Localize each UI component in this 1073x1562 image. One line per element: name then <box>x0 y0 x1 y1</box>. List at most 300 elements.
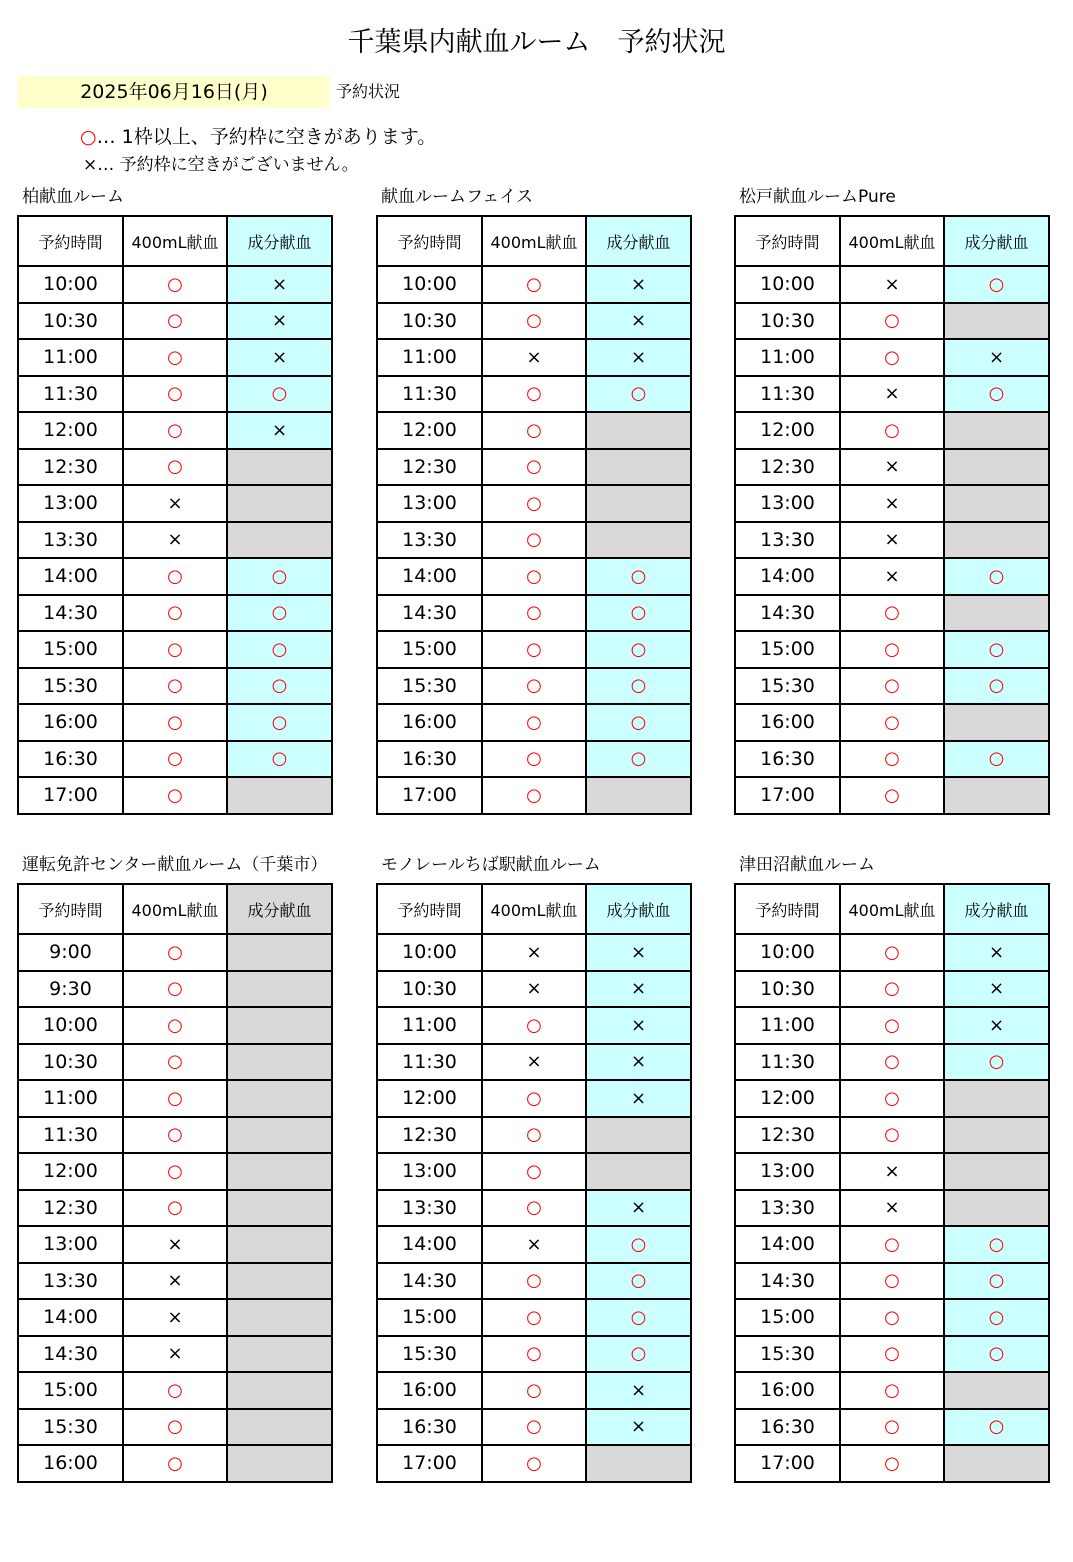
time-cell: 14:30 <box>735 595 840 632</box>
whole-blood-400ml-status: ○ <box>840 704 944 741</box>
header-component-donation: 成分献血 <box>586 216 691 266</box>
component-status: × <box>586 339 691 376</box>
time-cell: 14:30 <box>377 1263 482 1300</box>
whole-blood-400ml-status: ○ <box>482 522 586 559</box>
whole-blood-400ml-status: ○ <box>840 1080 944 1117</box>
whole-blood-400ml-status: ○ <box>840 934 944 971</box>
component-status: × <box>586 1007 691 1044</box>
table-row <box>735 376 1049 413</box>
whole-blood-400ml-status: ○ <box>123 1080 227 1117</box>
table-header-row <box>735 216 1049 266</box>
time-cell: 16:00 <box>18 1445 123 1482</box>
time-cell: 11:30 <box>377 1044 482 1081</box>
table-row <box>377 741 691 778</box>
table-row <box>377 1044 691 1081</box>
time-cell: 11:00 <box>377 339 482 376</box>
whole-blood-400ml-status: ○ <box>123 741 227 778</box>
header-400ml-donation: 400mL献血 <box>123 216 227 266</box>
table-row <box>18 704 332 741</box>
time-cell: 11:30 <box>18 376 123 413</box>
whole-blood-400ml-status: ○ <box>123 376 227 413</box>
component-status <box>227 485 332 522</box>
component-status <box>944 1190 1049 1227</box>
whole-blood-400ml-status: × <box>123 1336 227 1373</box>
component-status <box>944 777 1049 814</box>
table-row <box>377 449 691 486</box>
time-cell: 14:00 <box>377 1226 482 1263</box>
time-cell: 10:00 <box>377 934 482 971</box>
whole-blood-400ml-status: ○ <box>482 485 586 522</box>
component-status: ○ <box>586 1263 691 1300</box>
table-row <box>18 1007 332 1044</box>
whole-blood-400ml-status: ○ <box>840 303 944 340</box>
whole-blood-400ml-status: ○ <box>840 1372 944 1409</box>
component-status <box>227 1299 332 1336</box>
table-row <box>18 449 332 486</box>
time-cell: 12:30 <box>18 449 123 486</box>
table-row <box>377 558 691 595</box>
component-status: ○ <box>586 631 691 668</box>
header-400ml-donation: 400mL献血 <box>840 216 944 266</box>
whole-blood-400ml-status: ○ <box>482 1372 586 1409</box>
time-cell: 13:30 <box>735 1190 840 1227</box>
reservation-table <box>734 215 1050 815</box>
time-cell: 11:30 <box>735 376 840 413</box>
table-row <box>377 412 691 449</box>
whole-blood-400ml-status: ○ <box>840 1409 944 1446</box>
reservation-table <box>17 215 333 815</box>
whole-blood-400ml-status: ○ <box>482 449 586 486</box>
component-status <box>944 1117 1049 1154</box>
component-status: × <box>586 1044 691 1081</box>
whole-blood-400ml-status: × <box>482 934 586 971</box>
whole-blood-400ml-status: × <box>123 485 227 522</box>
time-cell: 10:00 <box>735 266 840 303</box>
table-header-row <box>18 884 332 934</box>
time-cell: 12:30 <box>735 1117 840 1154</box>
time-cell: 17:00 <box>735 1445 840 1482</box>
whole-blood-400ml-status: ○ <box>482 1299 586 1336</box>
whole-blood-400ml-status: ○ <box>840 1336 944 1373</box>
table-row <box>377 485 691 522</box>
table-row <box>18 339 332 376</box>
time-cell: 11:30 <box>18 1117 123 1154</box>
component-status <box>227 1080 332 1117</box>
table-row <box>18 1190 332 1227</box>
time-cell: 10:00 <box>18 266 123 303</box>
table-row <box>377 303 691 340</box>
time-cell: 13:30 <box>377 1190 482 1227</box>
time-cell: 12:00 <box>18 1153 123 1190</box>
component-status <box>944 449 1049 486</box>
time-cell: 16:30 <box>735 741 840 778</box>
header-component-donation: 成分献血 <box>944 884 1049 934</box>
table-row <box>18 595 332 632</box>
time-cell: 17:00 <box>18 777 123 814</box>
time-cell: 17:00 <box>377 777 482 814</box>
time-cell: 11:00 <box>735 1007 840 1044</box>
component-status <box>227 1372 332 1409</box>
table-row <box>18 1080 332 1117</box>
header-400ml-donation: 400mL献血 <box>482 884 586 934</box>
time-cell: 13:30 <box>18 1263 123 1300</box>
time-cell: 11:30 <box>735 1044 840 1081</box>
component-status: × <box>944 971 1049 1008</box>
header-reservation-time: 予約時間 <box>18 884 123 934</box>
time-cell: 13:30 <box>377 522 482 559</box>
component-status: ○ <box>944 741 1049 778</box>
table-row <box>18 1153 332 1190</box>
time-cell: 12:30 <box>377 449 482 486</box>
time-cell: 10:30 <box>18 1044 123 1081</box>
table-row <box>377 1153 691 1190</box>
component-status: ○ <box>944 668 1049 705</box>
time-cell: 17:00 <box>735 777 840 814</box>
time-cell: 14:30 <box>18 1336 123 1373</box>
time-cell: 13:00 <box>735 1153 840 1190</box>
table-row <box>377 1409 691 1446</box>
component-status: × <box>586 1190 691 1227</box>
table-row <box>735 558 1049 595</box>
time-cell: 15:00 <box>18 631 123 668</box>
whole-blood-400ml-status: ○ <box>482 266 586 303</box>
component-status <box>227 1226 332 1263</box>
header-component-donation: 成分献血 <box>944 216 1049 266</box>
table-row <box>735 668 1049 705</box>
table-row <box>735 1153 1049 1190</box>
component-status: ○ <box>944 1336 1049 1373</box>
time-cell: 15:30 <box>377 1336 482 1373</box>
table-row <box>18 1263 332 1300</box>
component-status: ○ <box>944 1263 1049 1300</box>
whole-blood-400ml-status: ○ <box>123 971 227 1008</box>
component-status: ○ <box>586 1226 691 1263</box>
whole-blood-400ml-status: × <box>840 1190 944 1227</box>
component-status: ○ <box>944 376 1049 413</box>
time-cell: 12:00 <box>377 412 482 449</box>
table-row <box>377 1299 691 1336</box>
whole-blood-400ml-status: ○ <box>840 339 944 376</box>
time-cell: 12:00 <box>18 412 123 449</box>
table-row <box>377 376 691 413</box>
header-400ml-donation: 400mL献血 <box>840 884 944 934</box>
table-row <box>735 266 1049 303</box>
component-status: × <box>944 1007 1049 1044</box>
table-row <box>735 1336 1049 1373</box>
table-row <box>377 971 691 1008</box>
time-cell: 13:00 <box>18 1226 123 1263</box>
table-row <box>735 485 1049 522</box>
component-status: ○ <box>227 595 332 632</box>
component-status: × <box>586 971 691 1008</box>
table-row <box>735 1263 1049 1300</box>
whole-blood-400ml-status: × <box>482 1044 586 1081</box>
component-status: × <box>944 934 1049 971</box>
header-400ml-donation: 400mL献血 <box>482 216 586 266</box>
component-status <box>227 1445 332 1482</box>
time-cell: 13:30 <box>18 522 123 559</box>
legend-available <box>80 125 436 149</box>
component-status <box>944 485 1049 522</box>
table-row <box>735 1299 1049 1336</box>
component-status: ○ <box>227 376 332 413</box>
time-cell: 13:00 <box>377 485 482 522</box>
component-status <box>944 1080 1049 1117</box>
time-cell: 12:30 <box>18 1190 123 1227</box>
table-row <box>735 449 1049 486</box>
reservation-table <box>376 883 692 1483</box>
table-row <box>377 1117 691 1154</box>
time-cell: 11:00 <box>18 1080 123 1117</box>
component-status: ○ <box>227 668 332 705</box>
legend-full <box>83 154 359 176</box>
whole-blood-400ml-status: ○ <box>840 412 944 449</box>
table-row <box>377 668 691 705</box>
whole-blood-400ml-status: × <box>840 522 944 559</box>
whole-blood-400ml-status: ○ <box>123 595 227 632</box>
table-row <box>18 934 332 971</box>
time-cell: 9:30 <box>18 971 123 1008</box>
time-cell: 16:00 <box>18 704 123 741</box>
whole-blood-400ml-status: ○ <box>482 1336 586 1373</box>
component-status <box>944 595 1049 632</box>
time-cell: 16:00 <box>735 704 840 741</box>
header-component-donation: 成分献血 <box>227 884 332 934</box>
table-row <box>18 668 332 705</box>
table-row <box>377 595 691 632</box>
table-row <box>18 303 332 340</box>
component-status: × <box>586 1409 691 1446</box>
component-status: ○ <box>944 1226 1049 1263</box>
time-cell: 10:30 <box>377 303 482 340</box>
component-status <box>586 1445 691 1482</box>
component-status <box>944 1153 1049 1190</box>
whole-blood-400ml-status: × <box>482 971 586 1008</box>
table-row <box>18 412 332 449</box>
date-suffix-label: 予約状況 <box>336 82 401 101</box>
time-cell: 15:30 <box>377 668 482 705</box>
time-cell: 12:00 <box>735 1080 840 1117</box>
whole-blood-400ml-status: × <box>482 339 586 376</box>
time-cell: 16:00 <box>377 1372 482 1409</box>
component-status: × <box>586 266 691 303</box>
whole-blood-400ml-status: ○ <box>840 741 944 778</box>
room-kashiwa <box>17 186 333 815</box>
time-cell: 14:00 <box>18 558 123 595</box>
whole-blood-400ml-status: ○ <box>123 777 227 814</box>
time-cell: 10:30 <box>735 971 840 1008</box>
time-cell: 12:30 <box>735 449 840 486</box>
component-status: ○ <box>944 1409 1049 1446</box>
whole-blood-400ml-status: ○ <box>840 1226 944 1263</box>
component-status <box>227 1007 332 1044</box>
table-row <box>735 595 1049 632</box>
whole-blood-400ml-status: ○ <box>482 1080 586 1117</box>
time-cell: 11:30 <box>377 376 482 413</box>
table-row <box>735 631 1049 668</box>
table-row <box>377 1190 691 1227</box>
table-row <box>377 1007 691 1044</box>
component-status <box>227 1190 332 1227</box>
whole-blood-400ml-status: ○ <box>482 704 586 741</box>
room-tsudanuma <box>734 854 1050 1483</box>
whole-blood-400ml-status: ○ <box>482 1190 586 1227</box>
component-status: ○ <box>586 741 691 778</box>
table-row <box>18 1226 332 1263</box>
whole-blood-400ml-status: ○ <box>840 1263 944 1300</box>
whole-blood-400ml-status: ○ <box>123 339 227 376</box>
component-status: × <box>944 339 1049 376</box>
component-status: ○ <box>586 558 691 595</box>
circle-mark-icon: ○ <box>80 126 97 148</box>
table-row <box>18 1299 332 1336</box>
table-row <box>18 485 332 522</box>
component-status <box>944 704 1049 741</box>
table-row <box>377 1080 691 1117</box>
table-row <box>18 558 332 595</box>
time-cell: 12:00 <box>735 412 840 449</box>
table-row <box>735 704 1049 741</box>
time-cell: 14:30 <box>377 595 482 632</box>
whole-blood-400ml-status: ○ <box>123 449 227 486</box>
whole-blood-400ml-status: ○ <box>123 1117 227 1154</box>
whole-blood-400ml-status: ○ <box>123 631 227 668</box>
table-row <box>377 1372 691 1409</box>
table-row <box>18 1372 332 1409</box>
table-header-row <box>377 216 691 266</box>
table-header-row <box>377 884 691 934</box>
time-cell: 10:00 <box>377 266 482 303</box>
table-row <box>18 631 332 668</box>
table-row <box>377 1445 691 1482</box>
whole-blood-400ml-status: ○ <box>123 1190 227 1227</box>
time-cell: 13:30 <box>735 522 840 559</box>
room-face <box>376 186 692 815</box>
whole-blood-400ml-status: ○ <box>123 1445 227 1482</box>
whole-blood-400ml-status: × <box>840 376 944 413</box>
time-cell: 16:30 <box>18 741 123 778</box>
table-row <box>735 1445 1049 1482</box>
whole-blood-400ml-status: × <box>840 266 944 303</box>
whole-blood-400ml-status: ○ <box>123 1409 227 1446</box>
header-component-donation: 成分献血 <box>227 216 332 266</box>
cross-mark-icon: × <box>83 155 98 175</box>
component-status: × <box>586 1080 691 1117</box>
whole-blood-400ml-status: ○ <box>840 1299 944 1336</box>
component-status <box>227 1263 332 1300</box>
whole-blood-400ml-status: ○ <box>482 1007 586 1044</box>
table-row <box>377 266 691 303</box>
whole-blood-400ml-status: ○ <box>840 1445 944 1482</box>
component-status <box>227 1409 332 1446</box>
component-status <box>944 412 1049 449</box>
whole-blood-400ml-status: ○ <box>840 1044 944 1081</box>
time-cell: 15:30 <box>18 668 123 705</box>
component-status <box>227 1044 332 1081</box>
time-cell: 15:00 <box>735 631 840 668</box>
date-highlight: 2025年06月16日(月) <box>18 76 330 108</box>
whole-blood-400ml-status: ○ <box>840 1117 944 1154</box>
table-row <box>735 1117 1049 1154</box>
table-row <box>735 1226 1049 1263</box>
time-cell: 10:00 <box>735 934 840 971</box>
legend-available-text: … 1枠以上、予約枠に空きがあります。 <box>96 126 437 148</box>
time-cell: 10:30 <box>735 303 840 340</box>
whole-blood-400ml-status: ○ <box>482 1153 586 1190</box>
whole-blood-400ml-status: × <box>123 1263 227 1300</box>
component-status: × <box>227 266 332 303</box>
component-status <box>586 522 691 559</box>
reservation-table <box>17 883 333 1483</box>
component-status <box>944 1372 1049 1409</box>
component-status: ○ <box>586 1299 691 1336</box>
component-status: ○ <box>227 704 332 741</box>
table-row <box>18 1336 332 1373</box>
room-monorail-chiba-station <box>376 854 692 1483</box>
whole-blood-400ml-status: × <box>840 485 944 522</box>
whole-blood-400ml-status: ○ <box>840 777 944 814</box>
header-400ml-donation: 400mL献血 <box>123 884 227 934</box>
component-status <box>586 412 691 449</box>
table-row <box>735 1007 1049 1044</box>
table-row <box>18 971 332 1008</box>
whole-blood-400ml-status: ○ <box>840 971 944 1008</box>
time-cell: 14:00 <box>735 558 840 595</box>
whole-blood-400ml-status: ○ <box>482 595 586 632</box>
whole-blood-400ml-status: ○ <box>840 1007 944 1044</box>
component-status <box>227 934 332 971</box>
time-cell: 16:30 <box>377 741 482 778</box>
time-cell: 13:00 <box>377 1153 482 1190</box>
whole-blood-400ml-status: × <box>123 1226 227 1263</box>
component-status: ○ <box>944 1299 1049 1336</box>
room-name: 津田沼献血ルーム <box>739 855 875 875</box>
component-status: ○ <box>944 1044 1049 1081</box>
table-row <box>18 376 332 413</box>
whole-blood-400ml-status: ○ <box>123 1372 227 1409</box>
time-cell: 15:30 <box>18 1409 123 1446</box>
whole-blood-400ml-status: × <box>840 449 944 486</box>
time-cell: 15:00 <box>18 1372 123 1409</box>
table-row <box>377 339 691 376</box>
table-row <box>735 1044 1049 1081</box>
room-name: 柏献血ルーム <box>22 187 124 207</box>
table-row <box>735 1080 1049 1117</box>
time-cell: 14:30 <box>18 595 123 632</box>
component-status: ○ <box>586 595 691 632</box>
whole-blood-400ml-status: ○ <box>123 558 227 595</box>
whole-blood-400ml-status: × <box>123 1299 227 1336</box>
component-status <box>586 777 691 814</box>
whole-blood-400ml-status: ○ <box>123 1044 227 1081</box>
reservation-table <box>376 215 692 815</box>
whole-blood-400ml-status: ○ <box>840 631 944 668</box>
whole-blood-400ml-status: ○ <box>482 777 586 814</box>
component-status: ○ <box>586 668 691 705</box>
whole-blood-400ml-status: × <box>123 522 227 559</box>
table-row <box>735 1409 1049 1446</box>
table-row <box>377 1226 691 1263</box>
component-status: ○ <box>586 1336 691 1373</box>
component-status: ○ <box>227 558 332 595</box>
table-row <box>18 1044 332 1081</box>
time-cell: 12:30 <box>377 1117 482 1154</box>
whole-blood-400ml-status: ○ <box>482 558 586 595</box>
component-status <box>944 522 1049 559</box>
whole-blood-400ml-status: ○ <box>482 741 586 778</box>
table-row <box>18 777 332 814</box>
time-cell: 10:00 <box>18 1007 123 1044</box>
